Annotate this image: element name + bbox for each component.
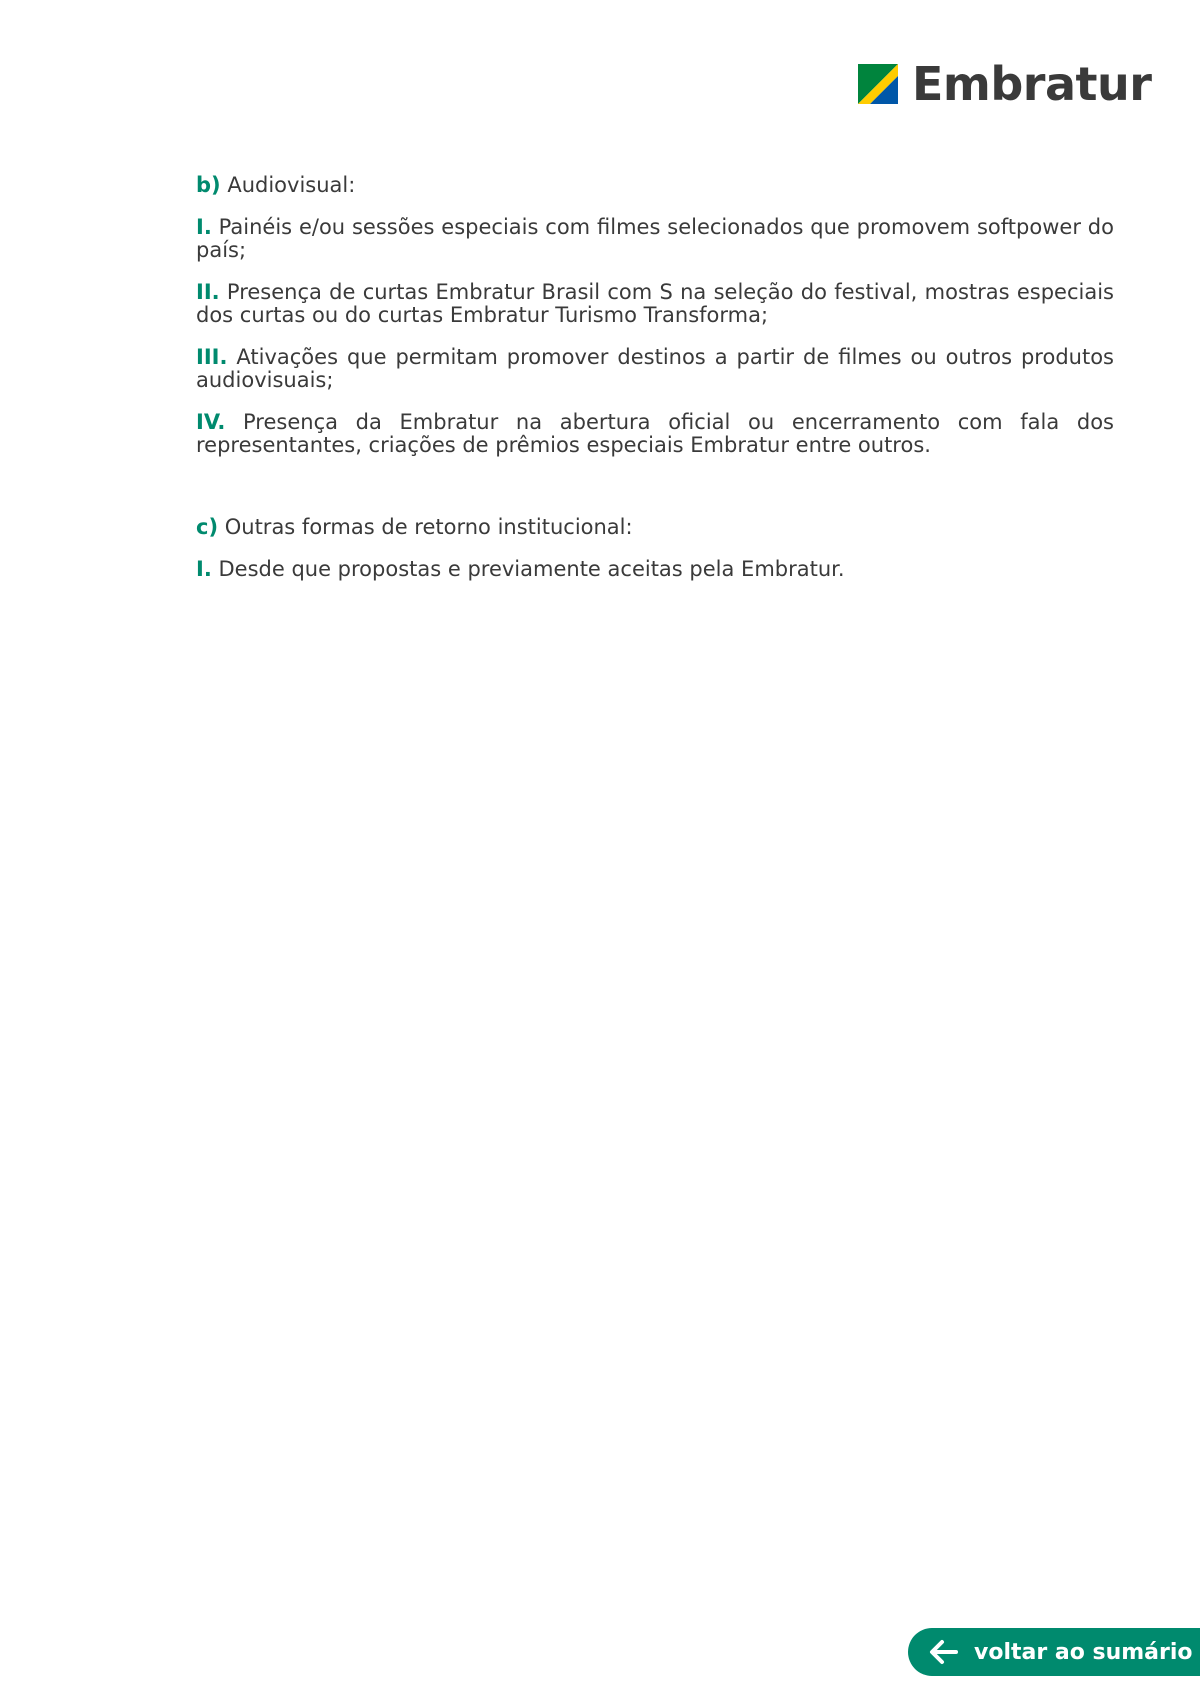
embratur-logo-icon bbox=[858, 64, 898, 104]
item-marker: II. bbox=[196, 280, 220, 304]
brand-name: Embratur bbox=[912, 57, 1152, 111]
section-b-title bbox=[196, 174, 1114, 197]
section-title-text: Outras formas de retorno institucional: bbox=[224, 515, 633, 539]
item-text: Ativações que permitam promover destinos a partir de filmes ou outros produtos audiovisuais; bbox=[196, 345, 1114, 392]
item-text: Presença da Embratur na abertura oficial ou encerramento com fala dos representantes, criações de prêmios especiais Embratur entre outros. bbox=[196, 410, 1114, 457]
section-title-text: Audiovisual: bbox=[227, 173, 356, 197]
back-button-label: voltar ao sumário bbox=[974, 1639, 1193, 1665]
embratur-logo bbox=[858, 57, 1152, 111]
item-marker: IV. bbox=[196, 410, 226, 434]
item-text: Desde que propostas e previamente aceitas pela Embratur. bbox=[218, 557, 845, 581]
list-item bbox=[196, 346, 1114, 392]
item-marker: I. bbox=[196, 215, 212, 239]
list-item bbox=[196, 411, 1114, 457]
item-marker: I. bbox=[196, 557, 212, 581]
list-item bbox=[196, 281, 1114, 327]
section-marker: b) bbox=[196, 173, 221, 197]
list-item bbox=[196, 216, 1114, 262]
section-spacer bbox=[196, 476, 1114, 516]
list-item bbox=[196, 558, 1114, 581]
document-body bbox=[196, 174, 1114, 600]
arrow-left-icon bbox=[928, 1638, 960, 1666]
section-marker: c) bbox=[196, 515, 219, 539]
section-c-title bbox=[196, 516, 1114, 539]
item-marker: III. bbox=[196, 345, 228, 369]
item-text: Presença de curtas Embratur Brasil com S na seleção do festival, mostras especiais dos curtas ou do curtas Embratur Turismo Transforma; bbox=[196, 280, 1114, 327]
back-to-summary-button[interactable] bbox=[908, 1628, 1200, 1676]
item-text: Painéis e/ou sessões especiais com filmes selecionados que promovem softpower do país; bbox=[196, 215, 1114, 262]
